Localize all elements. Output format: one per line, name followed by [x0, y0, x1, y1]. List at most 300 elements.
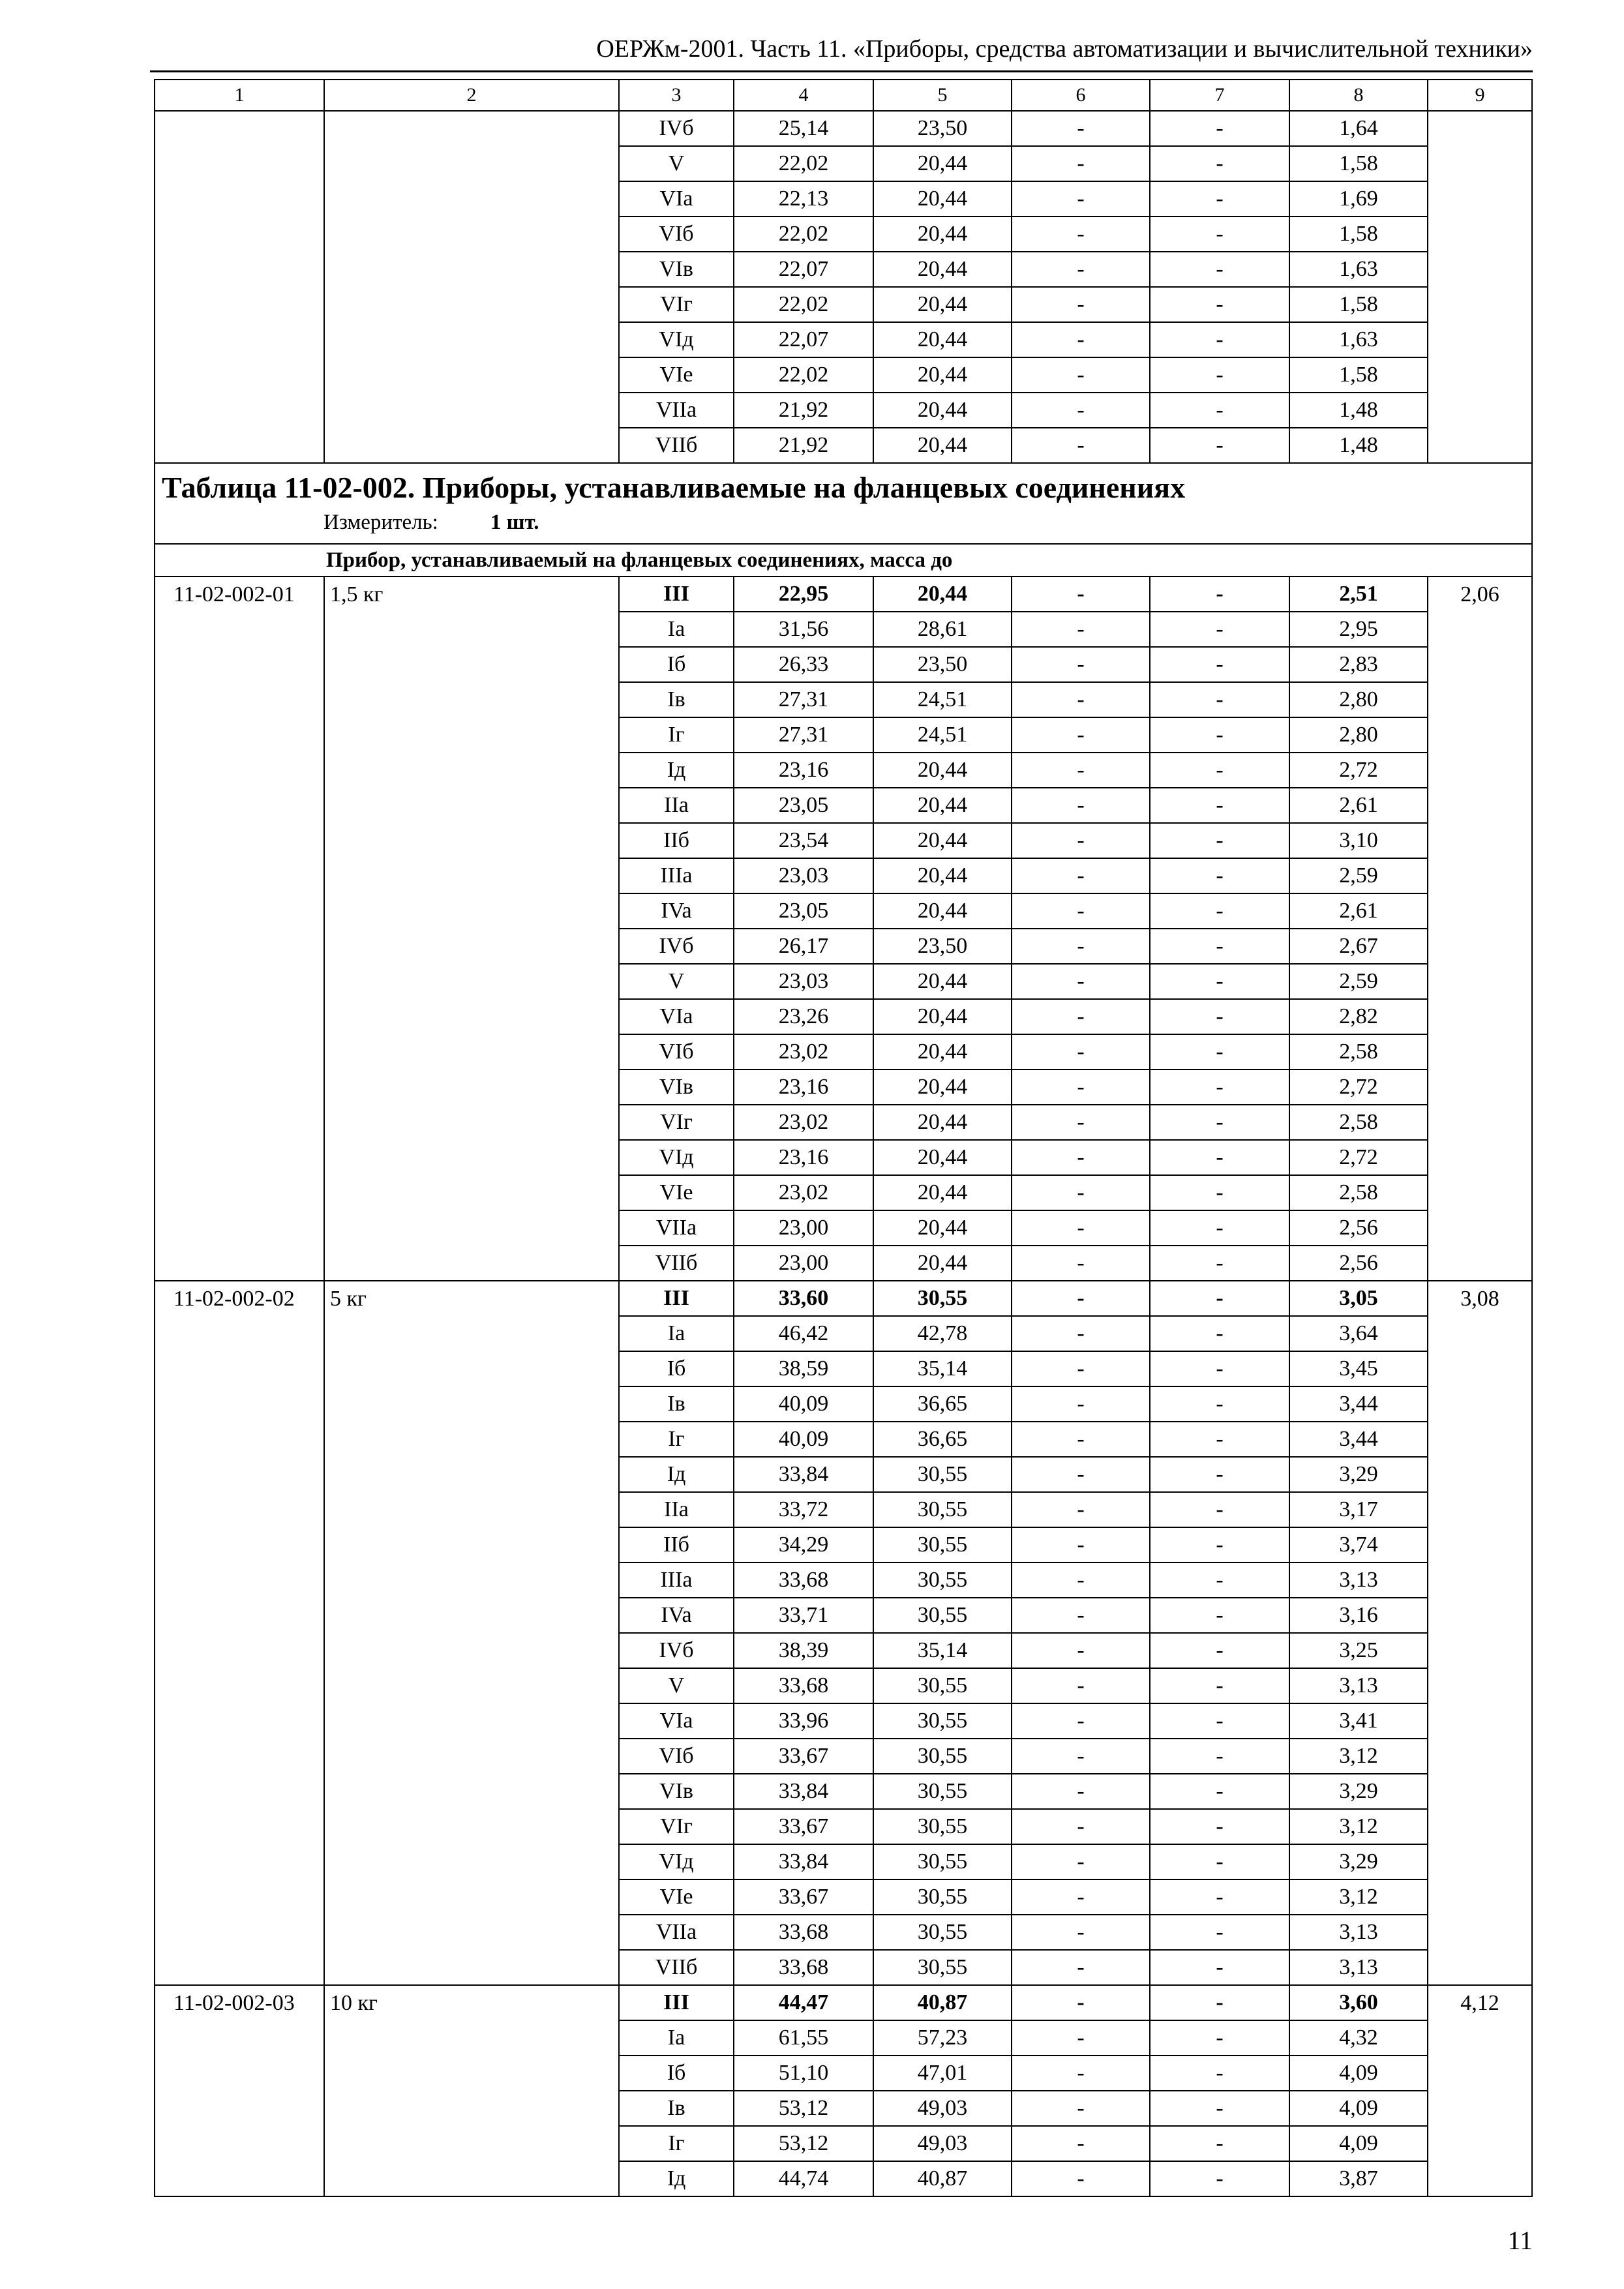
value-cell: VIe — [619, 1175, 734, 1210]
value-cell: - — [1150, 2161, 1289, 2196]
value-cell: 38,39 — [734, 1633, 873, 1668]
value-cell: 49,03 — [873, 2126, 1012, 2161]
value-cell: Iг — [619, 1422, 734, 1457]
value-cell: - — [1012, 1422, 1150, 1457]
value-cell: 40,09 — [734, 1422, 873, 1457]
value-cell: 2,80 — [1289, 717, 1428, 753]
value-cell: - — [1012, 1985, 1150, 2020]
value-cell: - — [1150, 1105, 1289, 1140]
value-cell: - — [1150, 1175, 1289, 1210]
value-cell: 3,44 — [1289, 1422, 1428, 1457]
value-cell: - — [1150, 893, 1289, 929]
value-cell: Ia — [619, 612, 734, 647]
value-cell: - — [1150, 1351, 1289, 1386]
column-number: 1 — [155, 80, 324, 111]
value-cell: VIa — [619, 1703, 734, 1739]
value-cell: 42,78 — [873, 1316, 1012, 1351]
value-cell: 33,96 — [734, 1703, 873, 1739]
value-cell: - — [1150, 647, 1289, 682]
value-cell: IIIa — [619, 1563, 734, 1598]
value-cell: - — [1012, 1492, 1150, 1527]
value-cell: 21,92 — [734, 428, 873, 463]
value-cell: 25,14 — [734, 111, 873, 146]
value-cell: 20,44 — [873, 146, 1012, 181]
value-cell: - — [1012, 146, 1150, 181]
value-cell: - — [1012, 964, 1150, 999]
value-cell: VIa — [619, 999, 734, 1034]
value-cell: IIб — [619, 823, 734, 858]
value-cell: 20,44 — [873, 217, 1012, 252]
value-cell: 57,23 — [873, 2020, 1012, 2056]
value-cell: - — [1012, 181, 1150, 217]
value-cell: Iб — [619, 647, 734, 682]
value-cell: VIд — [619, 322, 734, 357]
table-row — [155, 576, 1532, 612]
value-cell: - — [1012, 647, 1150, 682]
rate-name: 10 кг — [324, 1985, 619, 2196]
value-cell: - — [1150, 287, 1289, 322]
value-cell: III — [619, 1985, 734, 2020]
value-cell: VIб — [619, 1739, 734, 1774]
value-cell: 24,51 — [873, 682, 1012, 717]
value-cell: 20,44 — [873, 753, 1012, 788]
rate-code: 11-02-002-01 — [155, 576, 324, 1281]
value-cell: 38,59 — [734, 1351, 873, 1386]
value-cell: - — [1150, 428, 1289, 463]
value-cell: Iв — [619, 1386, 734, 1422]
value-cell: 2,67 — [1289, 929, 1428, 964]
value-cell: 2,56 — [1289, 1246, 1428, 1281]
value-cell: - — [1012, 2056, 1150, 2091]
value-cell: 2,61 — [1289, 788, 1428, 823]
value-cell: Iб — [619, 2056, 734, 2091]
value-cell: 23,16 — [734, 1140, 873, 1175]
unit-line — [162, 512, 1531, 533]
value-cell: VIa — [619, 181, 734, 217]
value-cell: 44,47 — [734, 1985, 873, 2020]
value-cell: Iв — [619, 682, 734, 717]
column-number: 6 — [1012, 80, 1150, 111]
value-cell: VIб — [619, 217, 734, 252]
value-cell: 20,44 — [873, 287, 1012, 322]
value-cell: III — [619, 576, 734, 612]
value-cell: - — [1150, 1809, 1289, 1844]
value-cell: 33,84 — [734, 1844, 873, 1879]
column-number: 9 — [1428, 80, 1532, 111]
value-cell: 3,74 — [1289, 1527, 1428, 1563]
value-cell: V — [619, 146, 734, 181]
value-cell: 2,51 — [1289, 576, 1428, 612]
value-cell: - — [1012, 1105, 1150, 1140]
value-cell: VIIa — [619, 1915, 734, 1950]
value-cell: - — [1012, 1598, 1150, 1633]
value-cell: - — [1012, 1879, 1150, 1915]
value-cell: - — [1150, 393, 1289, 428]
unit-value: 1 шт. — [490, 511, 539, 534]
value-cell: 20,44 — [873, 576, 1012, 612]
value-cell: 44,74 — [734, 2161, 873, 2196]
value-cell: 4,09 — [1289, 2126, 1428, 2161]
value-cell: VIг — [619, 1809, 734, 1844]
value-cell: 20,44 — [873, 1034, 1012, 1070]
value-cell: 46,42 — [734, 1316, 873, 1351]
value-cell: - — [1150, 576, 1289, 612]
value-cell: 22,07 — [734, 252, 873, 287]
value-cell: - — [1150, 1915, 1289, 1950]
value-cell: - — [1012, 393, 1150, 428]
value-cell: 20,44 — [873, 1070, 1012, 1105]
blank-name-cell — [324, 111, 619, 463]
value-cell: 33,67 — [734, 1809, 873, 1844]
column-number-row — [155, 80, 1532, 111]
value-cell: 2,80 — [1289, 682, 1428, 717]
value-cell: - — [1012, 1633, 1150, 1668]
value-cell: 1,69 — [1289, 181, 1428, 217]
value-cell: V — [619, 964, 734, 999]
value-cell: 26,33 — [734, 647, 873, 682]
value-cell: 35,14 — [873, 1351, 1012, 1386]
value-cell: 23,50 — [873, 111, 1012, 146]
value-cell: - — [1150, 1985, 1289, 2020]
value-cell: - — [1150, 1246, 1289, 1281]
value-cell: - — [1150, 357, 1289, 393]
value-cell: 20,44 — [873, 357, 1012, 393]
value-cell: 40,87 — [873, 1985, 1012, 2020]
rate-code: 11-02-002-03 — [155, 1985, 324, 2196]
value-cell: - — [1012, 999, 1150, 1034]
value-cell: 22,07 — [734, 322, 873, 357]
value-cell: - — [1150, 1844, 1289, 1879]
value-cell: VIв — [619, 252, 734, 287]
value-cell: - — [1012, 1563, 1150, 1598]
value-cell: 33,84 — [734, 1774, 873, 1809]
value-cell: 30,55 — [873, 1739, 1012, 1774]
value-cell: - — [1012, 252, 1150, 287]
value-cell: VIIб — [619, 1246, 734, 1281]
value-cell: 1,48 — [1289, 428, 1428, 463]
value-cell: - — [1012, 2020, 1150, 2056]
value-cell: 33,67 — [734, 1739, 873, 1774]
value-cell: - — [1012, 1703, 1150, 1739]
value-cell: - — [1150, 1668, 1289, 1703]
value-cell: VIд — [619, 1140, 734, 1175]
value-cell: - — [1150, 2056, 1289, 2091]
page-number: 11 — [1507, 2226, 1533, 2255]
value-cell: 22,02 — [734, 146, 873, 181]
value-cell: VIд — [619, 1844, 734, 1879]
value-cell: VIIa — [619, 1210, 734, 1246]
table-body — [155, 80, 1532, 2196]
table-title-cell — [155, 463, 1532, 544]
table-row — [155, 111, 1532, 146]
value-cell: 30,55 — [873, 1915, 1012, 1950]
value-cell: 30,55 — [873, 1809, 1012, 1844]
value-cell: 33,68 — [734, 1668, 873, 1703]
value-cell: 23,02 — [734, 1175, 873, 1210]
value-cell: 1,58 — [1289, 357, 1428, 393]
value-cell: - — [1150, 2091, 1289, 2126]
value-cell: 23,16 — [734, 1070, 873, 1105]
value-cell: 35,14 — [873, 1633, 1012, 1668]
value-cell: IVб — [619, 929, 734, 964]
value-cell: 22,13 — [734, 181, 873, 217]
value-cell: - — [1150, 2126, 1289, 2161]
column-number: 4 — [734, 80, 873, 111]
column-number: 5 — [873, 80, 1012, 111]
value-cell: 30,55 — [873, 1668, 1012, 1703]
value-cell: 36,65 — [873, 1422, 1012, 1457]
value-cell: 3,13 — [1289, 1915, 1428, 1950]
value-cell: 20,44 — [873, 1105, 1012, 1140]
value-cell: - — [1012, 2161, 1150, 2196]
value-cell: IVб — [619, 111, 734, 146]
value-cell: Ia — [619, 1316, 734, 1351]
value-cell: 20,44 — [873, 964, 1012, 999]
value-cell: VIб — [619, 1034, 734, 1070]
value-cell: 1,58 — [1289, 287, 1428, 322]
value-cell: - — [1150, 1633, 1289, 1668]
value-cell: 1,58 — [1289, 217, 1428, 252]
value-cell: V — [619, 1668, 734, 1703]
value-cell: 3,64 — [1289, 1316, 1428, 1351]
value-cell: 23,02 — [734, 1034, 873, 1070]
value-cell: 3,44 — [1289, 1386, 1428, 1422]
value-cell: 30,55 — [873, 1563, 1012, 1598]
value-cell: 2,59 — [1289, 964, 1428, 999]
value-cell: VIe — [619, 1879, 734, 1915]
value-cell: - — [1012, 1774, 1150, 1809]
table-title-row — [155, 463, 1532, 544]
value-cell: - — [1012, 612, 1150, 647]
value-cell: 3,45 — [1289, 1351, 1428, 1386]
value-cell: 2,82 — [1289, 999, 1428, 1034]
value-cell: 30,55 — [873, 1879, 1012, 1915]
col9-value: 4,12 — [1428, 1985, 1532, 2196]
value-cell: 3,05 — [1289, 1281, 1428, 1316]
value-cell: - — [1012, 1281, 1150, 1316]
value-cell: 22,02 — [734, 217, 873, 252]
value-cell: - — [1150, 964, 1289, 999]
value-cell: 30,55 — [873, 1281, 1012, 1316]
value-cell: - — [1150, 1563, 1289, 1598]
value-cell: 33,71 — [734, 1598, 873, 1633]
value-cell: 20,44 — [873, 322, 1012, 357]
value-cell: 1,48 — [1289, 393, 1428, 428]
value-cell: 22,95 — [734, 576, 873, 612]
value-cell: 20,44 — [873, 1210, 1012, 1246]
value-cell: 3,12 — [1289, 1739, 1428, 1774]
value-cell: 2,59 — [1289, 858, 1428, 893]
value-cell: - — [1012, 217, 1150, 252]
blank-code-cell — [155, 111, 324, 463]
value-cell: 3,87 — [1289, 2161, 1428, 2196]
value-cell: - — [1150, 181, 1289, 217]
value-cell: 47,01 — [873, 2056, 1012, 2091]
value-cell: VIг — [619, 287, 734, 322]
value-cell: 33,72 — [734, 1492, 873, 1527]
value-cell: - — [1012, 823, 1150, 858]
value-cell: 2,58 — [1289, 1105, 1428, 1140]
value-cell: 23,54 — [734, 823, 873, 858]
column-number: 3 — [619, 80, 734, 111]
value-cell: 28,61 — [873, 612, 1012, 647]
table-row — [155, 1985, 1532, 2020]
value-cell: 40,09 — [734, 1386, 873, 1422]
value-cell: 2,58 — [1289, 1175, 1428, 1210]
value-cell: 2,61 — [1289, 893, 1428, 929]
value-cell: 30,55 — [873, 1844, 1012, 1879]
value-cell: - — [1012, 1210, 1150, 1246]
value-cell: - — [1150, 1210, 1289, 1246]
value-cell: - — [1150, 1492, 1289, 1527]
value-cell: - — [1012, 753, 1150, 788]
value-cell: 20,44 — [873, 858, 1012, 893]
value-cell: 33,68 — [734, 1563, 873, 1598]
value-cell: - — [1150, 999, 1289, 1034]
value-cell: 22,02 — [734, 287, 873, 322]
value-cell: 61,55 — [734, 2020, 873, 2056]
value-cell: - — [1150, 1316, 1289, 1351]
value-cell: - — [1012, 1140, 1150, 1175]
value-cell: VIIa — [619, 393, 734, 428]
column-number: 2 — [324, 80, 619, 111]
value-cell: 23,26 — [734, 999, 873, 1034]
value-cell: IIa — [619, 788, 734, 823]
header-rule — [150, 70, 1533, 72]
subheading-row — [155, 544, 1532, 576]
value-cell: - — [1012, 1316, 1150, 1351]
value-cell: - — [1150, 1386, 1289, 1422]
table-title: Таблица 11-02-002. Приборы, устанавливаемые на фланцевых соединениях — [162, 471, 1186, 504]
value-cell: 23,00 — [734, 1246, 873, 1281]
value-cell: - — [1150, 1034, 1289, 1070]
rate-name: 1,5 кг — [324, 576, 619, 1281]
value-cell: Ia — [619, 2020, 734, 2056]
subheading: Прибор, устанавливаемый на фланцевых соединениях, масса до — [155, 544, 1532, 576]
value-cell: - — [1150, 1739, 1289, 1774]
value-cell: VIг — [619, 1105, 734, 1140]
value-cell: 26,17 — [734, 929, 873, 964]
value-cell: 23,50 — [873, 647, 1012, 682]
value-cell: 3,29 — [1289, 1844, 1428, 1879]
value-cell: - — [1012, 428, 1150, 463]
value-cell: VIIб — [619, 1950, 734, 1985]
value-cell: - — [1150, 1703, 1289, 1739]
value-cell: 23,05 — [734, 788, 873, 823]
value-cell: 2,83 — [1289, 647, 1428, 682]
value-cell: VIв — [619, 1774, 734, 1809]
value-cell: 2,95 — [1289, 612, 1428, 647]
unit-label: Измеритель: — [323, 511, 438, 534]
value-cell: - — [1012, 929, 1150, 964]
value-cell: - — [1150, 1422, 1289, 1457]
value-cell: 3,17 — [1289, 1492, 1428, 1527]
value-cell: 2,58 — [1289, 1034, 1428, 1070]
value-cell: 30,55 — [873, 1527, 1012, 1563]
value-cell: - — [1150, 111, 1289, 146]
value-cell: 2,72 — [1289, 753, 1428, 788]
rate-name: 5 кг — [324, 1281, 619, 1985]
value-cell: VIe — [619, 357, 734, 393]
value-cell: Iг — [619, 2126, 734, 2161]
column-number: 7 — [1150, 80, 1289, 111]
value-cell: - — [1150, 682, 1289, 717]
value-cell: - — [1150, 1879, 1289, 1915]
value-cell: 3,60 — [1289, 1985, 1428, 2020]
value-cell: 31,56 — [734, 612, 873, 647]
value-cell: Iд — [619, 1457, 734, 1492]
value-cell: 2,56 — [1289, 1210, 1428, 1246]
value-cell: - — [1012, 788, 1150, 823]
value-cell: - — [1012, 1915, 1150, 1950]
value-cell: - — [1012, 2091, 1150, 2126]
value-cell: 23,03 — [734, 858, 873, 893]
value-cell: - — [1012, 576, 1150, 612]
value-cell: - — [1012, 1844, 1150, 1879]
value-cell: 33,68 — [734, 1950, 873, 1985]
value-cell: - — [1150, 1598, 1289, 1633]
rates-table — [154, 79, 1533, 2197]
value-cell: 53,12 — [734, 2126, 873, 2161]
value-cell: - — [1150, 1774, 1289, 1809]
value-cell: IIIa — [619, 858, 734, 893]
value-cell: - — [1150, 1070, 1289, 1105]
value-cell: 3,25 — [1289, 1633, 1428, 1668]
value-cell: 3,29 — [1289, 1457, 1428, 1492]
value-cell: - — [1150, 1527, 1289, 1563]
value-cell: 33,67 — [734, 1879, 873, 1915]
value-cell: - — [1150, 717, 1289, 753]
value-cell: 30,55 — [873, 1598, 1012, 1633]
value-cell: - — [1150, 1457, 1289, 1492]
value-cell: - — [1012, 1668, 1150, 1703]
value-cell: 1,58 — [1289, 146, 1428, 181]
value-cell: 3,12 — [1289, 1879, 1428, 1915]
value-cell: 1,63 — [1289, 252, 1428, 287]
value-cell: - — [1150, 1140, 1289, 1175]
column-number: 8 — [1289, 80, 1428, 111]
value-cell: - — [1150, 146, 1289, 181]
value-cell: - — [1012, 1739, 1150, 1774]
value-cell: 30,55 — [873, 1703, 1012, 1739]
value-cell: 30,55 — [873, 1950, 1012, 1985]
value-cell: - — [1150, 217, 1289, 252]
value-cell: Iв — [619, 2091, 734, 2126]
value-cell: 33,68 — [734, 1915, 873, 1950]
value-cell: 23,05 — [734, 893, 873, 929]
value-cell: 27,31 — [734, 717, 873, 753]
value-cell: 30,55 — [873, 1492, 1012, 1527]
value-cell: 3,41 — [1289, 1703, 1428, 1739]
value-cell: - — [1150, 1281, 1289, 1316]
value-cell: - — [1150, 2020, 1289, 2056]
value-cell: 3,10 — [1289, 823, 1428, 858]
value-cell: 3,29 — [1289, 1774, 1428, 1809]
value-cell: 53,12 — [734, 2091, 873, 2126]
value-cell: 30,55 — [873, 1457, 1012, 1492]
value-cell: 2,72 — [1289, 1070, 1428, 1105]
value-cell: - — [1150, 252, 1289, 287]
value-cell: 23,02 — [734, 1105, 873, 1140]
value-cell: - — [1150, 858, 1289, 893]
value-cell: - — [1012, 893, 1150, 929]
value-cell: 51,10 — [734, 2056, 873, 2091]
value-cell: 20,44 — [873, 788, 1012, 823]
value-cell: 3,13 — [1289, 1563, 1428, 1598]
value-cell: VIв — [619, 1070, 734, 1105]
value-cell: 20,44 — [873, 393, 1012, 428]
col9-value: 2,06 — [1428, 576, 1532, 1281]
